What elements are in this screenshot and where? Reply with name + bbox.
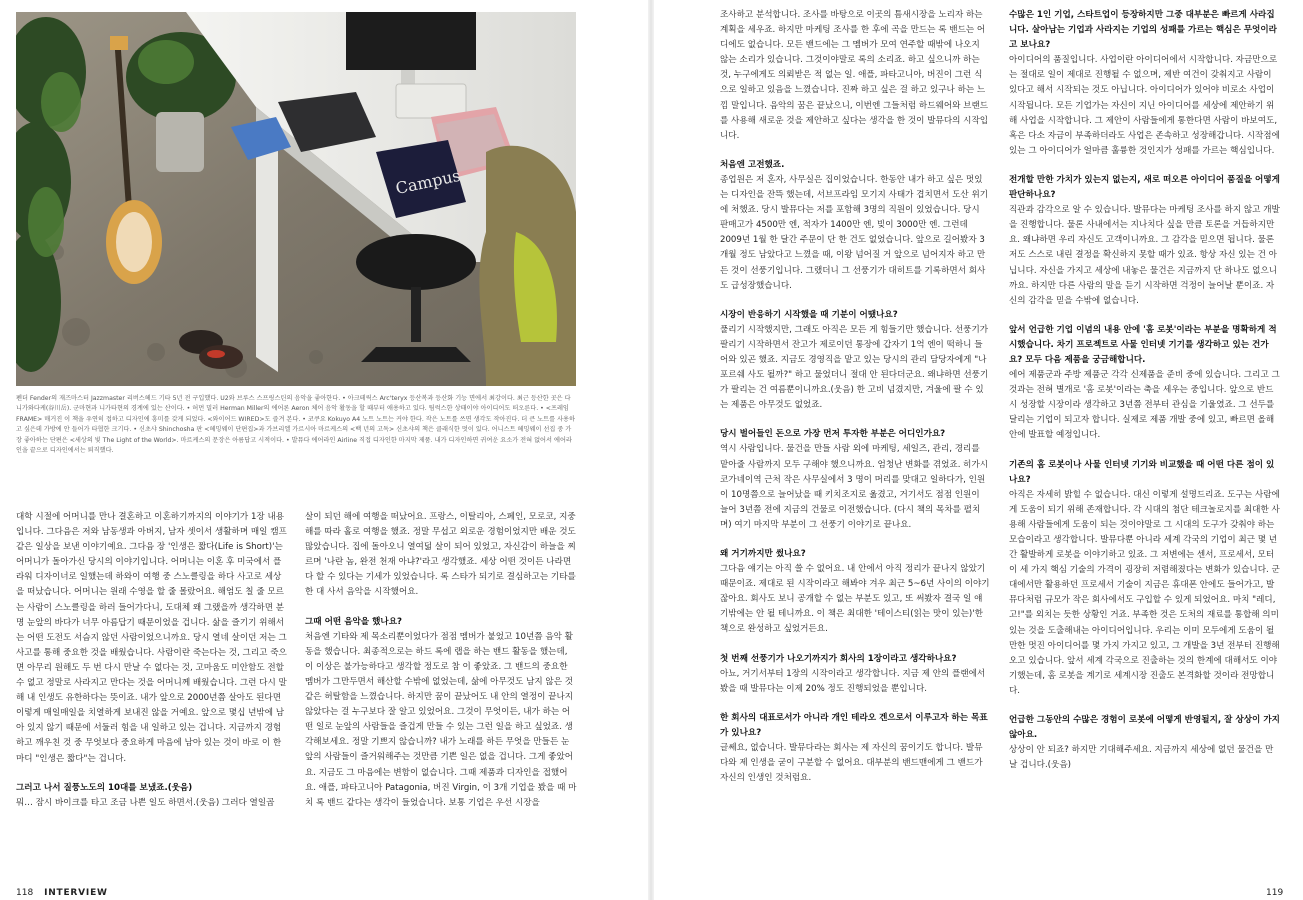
interview-question: 한 회사의 대표로서가 아니라 개인 테라오 겐으로서 이루고자 하는 목표가 있나요?	[720, 712, 988, 738]
interview-question: 왜 거기까지만 썼나요?	[720, 549, 806, 559]
interview-answer: 에어 제품군과 주방 제품군 각각 신제품을 준비 중에 있습니다. 그리고 그것과는 전혀 별개로 '홈 로봇'이라는 축을 세우는 중입니다. 앞으로 반드시 성장할 시장이라 생각하고 3년쯤 전부터 관심을 기울였죠. 그 선두를 달리는 기업이 되고자 합니다. 실제로 제품 개발 중에 있고, 빠르면 올해 안에 발표할 예정입니다.	[1009, 370, 1280, 441]
interview-answer: 살이 되던 해에 여행을 떠났어요. 프랑스, 이탈리아, 스페인, 모로코, 지중해를 따라 홀로 여행을 했죠. 정말 무섭고 외로운 경험이었지만 배운 것도 많았습니다. 집에 돌아오니 열여덟 살이 되어 있었고, 자신감이 하늘을 찌르며 '나란 놈, 완전 천재 아냐?'라고 생각했죠. 세상 어떤 것이든 나라면 다 할 수 있다는 기세가 있었습니다. 록 스타가 되기로 결심하고는 기타를 한 대 사서 음악을 시작했어요.	[305, 512, 576, 598]
interview-answer: 풀리기 시작했지만, 그래도 아직은 모든 게 힘들기만 했습니다. 선풍기가 팔리기 시작하면서 잔고가 제로이던 통장에 갑자기 1억 엔이 떡하니 들어와 있곤 했죠. 지금도 경영직을 맡고 있는 당시의 관리 담당자에게 "나 포르쉐 사도 될까?" 하고 물었더니 절대 안 된다더군요. 왜냐하면 선풍기가 팔리는 건 여름뿐이니까요.(웃음) 한 고비 넘겼지만, 겨울에 팔 수 있는 제품은 아무것도 없었죠.	[720, 324, 989, 411]
article-column-right-2	[1009, 8, 1281, 773]
interview-answer: 뭐… 잠시 바이크를 타고 조금 나쁜 일도 하면서.(웃음) 그러다 열일곱	[16, 797, 275, 808]
interview-question: 기존의 홈 로봇이나 사물 인터넷 기기와 비교했을 때 어떤 다른 점이 있나요?	[1009, 459, 1275, 485]
notebook-label: Campus	[393, 165, 463, 199]
interview-question: 당시 벌어들인 돈으로 가장 먼저 투자한 부분은 어디인가요?	[720, 429, 946, 440]
interview-question: 전개할 만한 가치가 있는지 없는지, 새로 떠오른 아이디어 품질을 어떻게 판단하나요?	[1009, 174, 1280, 201]
interview-question: 처음엔 고전했죠.	[720, 159, 785, 170]
interview-question: 그때 어떤 음악을 했나요?	[305, 616, 402, 627]
interview-answer: 아직은 자세히 밝힐 수 없습니다. 대신 이렇게 설명드리죠. 도구는 사람에게 도움이 되기 위해 존재합니다. 각 시대의 첨단 테크놀로지를 최대한 사용해 사람들에게 도움이 되는 것이야말로 그 시대의 도구가 갖춰야 하는 모습이라고 생각합니다. 발뮤다뿐 아니라 세계 각국의 기업이 최근 몇 년간 활발하게 로봇을 이야기하고 있죠. 그 저변에는 센서, 프로세서, 모터 이 세 가지 핵심 기술의 가격이 굉장히 저렴해졌다는 변화가 있습니다. 군대에서만 활용하던 프로세서 기술이 지금은 휴대폰 안에도 들어가고, 발뮤다처럼 규모가 작은 회사에서도 구입할 수 있게 되었어요. 마치 "레디, 고!"를 외치는 듯한 상황인 거죠. 부족한 것은 도처의 재료를 통합해 의미 있는 것을 도출해내는 아이디어입니다. 우리는 이미 모두에게 도움이 될 만한 멋진 아이디어를 몇 가지 가지고 있고, 그 개발을 3년 전부터 진행해오고 있습니다. 앞서 세계 각국으로 진출하는 것의 한계에 대해서도 이야기했는데, 홈 로봇을 계기로 세계시장 진출도 본격화할 것이라 전망합니다.	[1009, 489, 1280, 696]
interview-answer: 조사하고 분석합니다. 조사를 바탕으로 이곳의 틈새시장을 노리자 하는 계획을 세우죠. 하지만 마케팅 조사를 한 후에 곡을 만드는 록 밴드는 어디에도 없습니다. 모든 밴드에는 그 멤버가 모여 연주할 때밖에 나오지 않는 소리가 있습니다. 그것이야말로 록의 소리죠. 하고 싶으니까 하는 것, 누구에게도 의뢰받은 적 없는 일. 애플, 파타고니아, 버진이 그런 식으로 일하고 있음을 느꼈습니다. 진짜 하고 싶은 걸 하고 있구나 하는 느낌 말입니다. 음악의 꿈은 끝났으니, 이번엔 그들처럼 하드웨어와 브랜드를 사용해 새로운 것을 제안하고 싶다는 생각을 한 것이 발뮤다의 시작입니다.	[720, 10, 989, 141]
interview-answer: 상상이 안 되죠? 하지만 기대해주세요. 지금까지 세상에 없던 물건을 만날 겁니다.(웃음)	[1009, 745, 1274, 771]
interview-question: 첫 번째 선풍기가 나오기까지가 회사의 1장이라고 생각하나요?	[720, 653, 957, 664]
article-column-right-1	[720, 8, 990, 786]
interview-answer: 글쎄요, 없습니다. 발뮤다라는 회사는 제 자신의 꿈이기도 합니다. 발뮤다와 제 인생을 굳이 구분할 수 없어요. 대부분의 밴드맨에게 그 밴드가 자신의 인생인 것처럼요.	[720, 743, 983, 784]
interview-question: 시장이 반응하기 시작했을 때 기분이 어땠나요?	[720, 309, 898, 320]
photo-caption: 펜더 Fender의 재즈마스터 Jazzmaster 리버스헤드 기타 5년 전 구입했다. U2와 브루스 스프링스틴의 음악을 좋아한다. • 아크테릭스 Arc'teryx 등산복과 등산화 기능 면에서 최강이다. 최근 등산한 곳은 다니가와다케(谷川岳). 군마현과 니가타현의 경계에 있는 산이다. • 허먼 밀러 Herman Miller의 에어론 Aeron 체어 음악 활동을 할 때부터 애용하고 있다. 팀럭스한 상태이야 아이디어도 떠오른다. • <프레임 FRAME> 매거진 이 책을 우연히 접하고 디자인에 흥미를 갖게 되었다. <와이어드 WIRED>도 즐겨 본다. • 코쿠요 Kokuyo A4 노트 노트는 커야 한다. 작은 노트를 쓰면 생각도 작아진다. 더 큰 노트를 사용하고 싶은데 가방에 안 들어가 타협한 크기다. • 신초샤 Shinchosha 판 <헤밍웨이 단편집>과 가브리엘 가르시아 마르케스의 <백 년의 고독> 신초샤의 책은 클래식한 멋이 있다. 어니스트 헤밍웨이 선집 중 가장 좋아하는 단편은 <세상의 빛 The Light of the World>. 마르케스의 문장은 아름답고 시적이다. • 발뮤다 에어라인 Airline 직접 디자인한 마지막 제품. 내가 디자인하면 귀여운 요소가 전혀 없어서 에어라인을 끝으로 디자인에서는 퇴직했다.	[16, 395, 576, 455]
interview-answer: 아이디어의 품질입니다. 사업이란 아이디어에서 시작합니다. 자금만으로는 절대로 일이 제대로 진행될 수 없으며, 제반 여건이 갖춰지고 사람이 있다고 해서 시작되는 것도 아닙니다. 아이디어가 있어야 비로소 사업이 시작됩니다. 모든 기업가는 자신이 지닌 아이디어를 세상에 제안하기 위해 사업을 시작합니다. 그 제안이 사람들에게 통한다면 사람이 바보여도, 혹은 다소 자금이 부족하더라도 사업은 존속하고 성장해갑니다. 시작점에 있는 그 아이디어가 얼마큼 훌륭한 것인지가 성패를 가르는 핵심입니다.	[1009, 55, 1280, 156]
interview-answer: 아뇨, 거기서부터 1장의 시작이라고 생각합니다. 지금 제 안의 플랜에서 봤을 때 발뮤다는 이제 20% 정도 진행되었을 뿐입니다.	[720, 668, 986, 694]
section-title: INTERVIEW	[44, 888, 108, 898]
interview-answer: 종업원은 저 혼자, 사무실은 집이었습니다. 한동안 내가 하고 싶은 멋있는 디자인을 잔뜩 했는데, 서브프라임 모기지 사태가 겹치면서 도산 위기에 처했죠. 당시 발뮤다는 저를 포함해 3명의 직원이 있었습니다. 당시 판매고가 4500만 엔, 적자가 1400만 엔, 빚이 3000만 엔. 그런데 2009년 1월 한 달간 주문이 단 한 건도 없었습니다. 앞으로 길어봤자 3개월 정도 남았다고 느꼈을 때, 이왕 넘어질 거 앞으로 넘어지자 하고 만든 것이 선풍기입니다. 그랬더니 그 선풍기가 대히트를 기록하면서 회사도 급성장했습니다.	[720, 174, 989, 291]
interview-question: 수많은 1인 기업, 스타트업이 등장하지만 그중 대부분은 빠르게 사라집니다. 살아남는 기업과 사라지는 기업의 성패를 가르는 핵심은 무엇이라고 보나요?	[1009, 10, 1277, 51]
interview-answer: 처음엔 기타와 제 목소리뿐이었다가 점점 멤버가 붙었고 10년쯤 음악 활동을 했습니다. 최종적으로는 하드 록에 랩을 하는 밴드 활동을 했는데, 이 이상은 불가능하다고 생각할 정도로 참 이 좋았죠. 그 밴드의 중요한 멤버가 그만두면서 해산할 수밖에 없었는데, 삶에 아무것도 남지 않은 것 같은 허탈함을 느꼈습니다. 하지만 꿈이 끝났어도 내 안의 열정이 끝나지 않았다는 걸 누구보다 잘 알고 있었어요. 그것이 무엇이든, 내가 하는 어떤 일로 눈앞의 사람들을 즐겁게 만들 수 있는 그런 일을 하고 싶었죠. 생각해보세요. 정말 기쁘지 않습니까? 내가 노래를 하든 무엇을 만들든 눈앞의 사람들이 즐거워해주는 것만큼 기쁜 일은 없을 겁니다. 그게 좋았어요. 지금도 그 마음에는 변함이 없습니다. 그때 제품과 디자인을 접했어요. 애플, 파타고니아 Patagonia, 버진 Virgin, 이 3개 기업을 봤을 때 마치 록 밴드 같다는 생각이 들었습니다. 보통 기업은 우선 시장을	[305, 631, 577, 808]
interview-answer: 대학 시절에 어머니를 만나 결혼하고 이혼하기까지의 이야기가 1장 내용입니다. 그다음은 저와 남동생과 아버지, 남자 셋이서 생활하며 매일 캠프 같은 일상을 보낸 이야기예요. 그다음 장 '인생은 짧다(Life is Short)'는 어머니가 돌아가신 당시의 이야기입니다. 어머니는 이혼 후 미국에서 플라워 디자이너로 일했는데 하와이 여행 중 스노클링을 하다 사고로 세상을 떠났습니다. 어머니는 원래 수영을 할 줄 몰랐어요. 해엄도 칠 줄 모르는 사람이 스노클링을 하러 들어가다니, 도대체 왜 그랬을까 생각하면 분명 눈앞의 바다가 너무 아름답기 때문이었을 겁니다. 삶을 즐기기 위해서는 어떤 도전도 서슴지 않던 사람이었으니까요. 당시 열네 살이던 저는 그 사고를 통해 중요한 것을 배웠습니다. 사람이란 죽는다는 것, 그리고 죽으면 아무리 원해도 두 번 다시 만날 수 없다는 것, 고마움도 미안함도 전할 수 없고 정말로 사라지고 만다는 것을 어머니께 배웠습니다. 그런 다시 말해 내 인생도 유한하다는 뜻이죠. 내가 앞으로 2000년쯤 살아도 된다면 이렇게 매일매일을 치열하게 보내진 않을 거예요. 앞으로 몇십 년밖에 남아 있지 않기 때문에 서둘러 힘을 내 일하고 있는 겁니다. 지금까지 경험하고 깨우친 것 중 무엇보다 중요하게 마음에 남아 있는 것이 바로 이 한마디 "인생은 짧다"는 겁니다.	[16, 512, 287, 764]
page-number-right: 119	[1266, 888, 1284, 898]
folio-right	[1266, 888, 1283, 898]
page-number-left: 118	[16, 888, 34, 898]
interview-question: 언급한 그동안의 수많은 경험이 로봇에 어떻게 반영될지, 잘 상상이 가지 않아요.	[1009, 715, 1280, 741]
interview-answer: 그다음 얘기는 아직 쓸 수 없어요. 내 안에서 아직 정리가 끝나지 않았기 때문이죠. 제대로 된 시작이라고 해봐야 겨우 최근 5~6년 사이의 이야기잖아요. 회사도 보니 공개할 수 없는 부분도 있고, 또 써봤자 결국 일 얘기밖에는 안 될 테니까요. 이 책은 최대한 '테이스티(읽는 맛이 있는)'한 책으로 완성하고 싶었거든요.	[720, 564, 990, 635]
interview-question: 그러고 나서 질풍노도의 10대를 보냈죠.(웃음)	[16, 782, 193, 793]
interview-answer: 역시 사람입니다. 물건을 만들 사람 외에 마케팅, 세일즈, 관리, 경리를 맡아줄 사람까지 모두 구해야 했으니까요. 엄청난 변화를 겪었죠. 히가시코가네이역 근처 작은 사무실에서 3 명이 머리를 맞대고 일하다가, 인원이 10명쯤으로 늘어났을 때 키치조지로 옮겼고, 거기서도 점점 인원이 늘어 3년쯤 전에 지금의 건물로 이전했습니다. (다시 책의 목차를 펼치며) 여기 마지막 부분이 그 선풍기 이야기로 끝나요.	[720, 444, 989, 530]
interview-question: 앞서 언급한 기업 이념의 내용 안에 '홈 로봇'이라는 부분을 명확하게 적시했습니다. 차기 프로젝트로 사물 인터넷 기기를 생각하고 있는 건가요? 모두 다음 제품을 궁금해합니다.	[1009, 324, 1277, 365]
interview-answer: 직관과 감각으로 알 수 있습니다. 발뮤다는 마케팅 조사를 하지 않고 개발을 진행합니다. 물론 사내에서는 지나치다 싶을 만큼 토론을 거듭하지만요. 왜냐하면 우리 자신도 고객이니까요. 그 감각을 믿으면 됩니다. 물론 저도 스스로 내린 결정을 확신하지 못할 때가 있죠. 항상 자신 있는 건 아닙니다. 자신을 가지고 세상에 내놓은 물건은 지금까지 단 하나도 없으니까요. 하지만 다른 사람의 말을 듣기 시작하면 걱정이 늘어날 뿐이죠. 자신의 감각을 믿을 수밖에 없습니다.	[1009, 205, 1280, 306]
